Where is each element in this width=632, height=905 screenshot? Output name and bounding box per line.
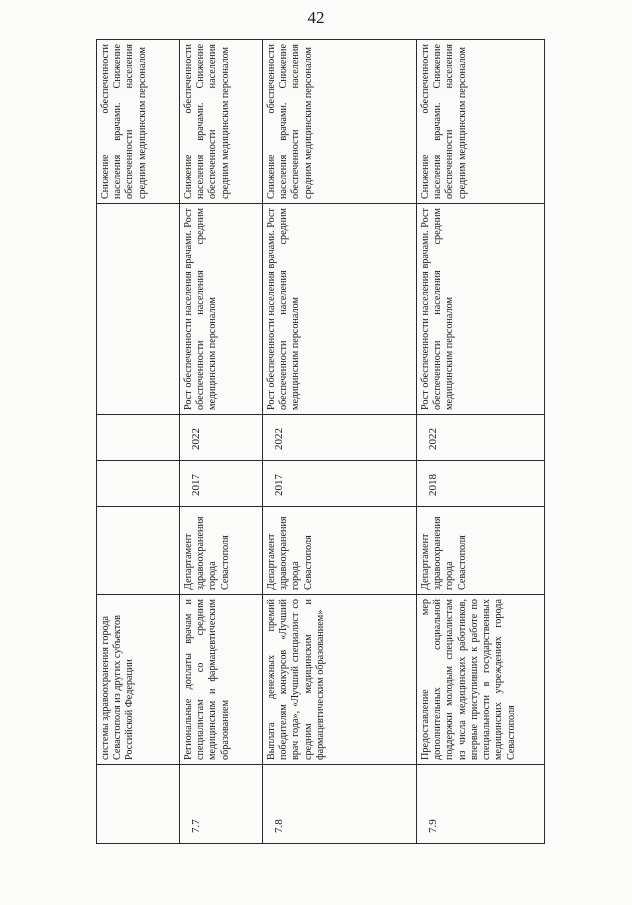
row-number-cell: 7.9: [417, 765, 545, 844]
executor-cell: Департамент здравоохранения города Севастополя: [180, 507, 263, 595]
result-cell: Рост обеспеченности населения врачами. Рост обеспеченности населения средним медицинским персоналом: [263, 204, 417, 415]
end-year-cell: 2022: [263, 415, 417, 461]
measure-cell: системы здравоохранения города Севастополя из других субъектов Российской Федерации: [97, 595, 180, 765]
impact-cell: Снижение обеспеченности населения врачами. Снижение обеспеченности населения средним медицинским персоналом: [180, 40, 263, 204]
executor-cell: [97, 507, 180, 595]
impact-cell: Снижение обеспеченности населения врачами. Снижение обеспеченности населения средним медицинским персоналом: [97, 40, 180, 204]
page-number: 42: [307, 8, 325, 27]
measures-table: [96, 39, 545, 844]
row-number-cell: 7.7: [180, 765, 263, 844]
row-number-cell: 7.8: [263, 765, 417, 844]
result-cell: [97, 204, 180, 415]
start-year-cell: 2018: [417, 461, 545, 507]
table-row: [180, 40, 263, 844]
table-row: [97, 40, 180, 844]
table-row: [417, 40, 545, 844]
end-year-cell: 2022: [180, 415, 263, 461]
executor-cell: Департамент здравоохранения города Севастополя: [417, 507, 545, 595]
end-year-cell: 2022: [417, 415, 545, 461]
table-row: [263, 40, 417, 844]
start-year-cell: 2017: [180, 461, 263, 507]
start-year-cell: 2017: [263, 461, 417, 507]
rotated-table-container: [96, 40, 544, 844]
measure-cell: Выплата денежных премий победителям конкурсов «Лучший врач года», «Лучший специалист со средним медицинским и фармацевтическим образованием»: [263, 595, 417, 765]
start-year-cell: [97, 461, 180, 507]
result-cell: Рост обеспеченности населения врачами. Рост обеспеченности населения средним медицинским персоналом: [417, 204, 545, 415]
impact-cell: Снижение обеспеченности населения врачами. Снижение обеспеченности населения средним медицинским персоналом: [417, 40, 545, 204]
result-cell: Рост обеспеченности населения врачами. Рост обеспеченности населения средним медицинским персоналом: [180, 204, 263, 415]
row-number-cell: [97, 765, 180, 844]
measure-cell: Региональные доплаты врачам и специалистам со средним медицинским и фармацевтическим образованием: [180, 595, 263, 765]
executor-cell: Департамент здравоохранения города Севастополя: [263, 507, 417, 595]
end-year-cell: [97, 415, 180, 461]
impact-cell: Снижение обеспеченности населения врачами. Снижение обеспеченности населения средним медицинским персоналом: [263, 40, 417, 204]
measure-cell: Предоставление мер дополнительных социальной поддержки молодым специалистам из числа медицинских работников, впервые приступивших к работе по специальности в государственных медицинских учреждениях города Севастополя: [417, 595, 545, 765]
